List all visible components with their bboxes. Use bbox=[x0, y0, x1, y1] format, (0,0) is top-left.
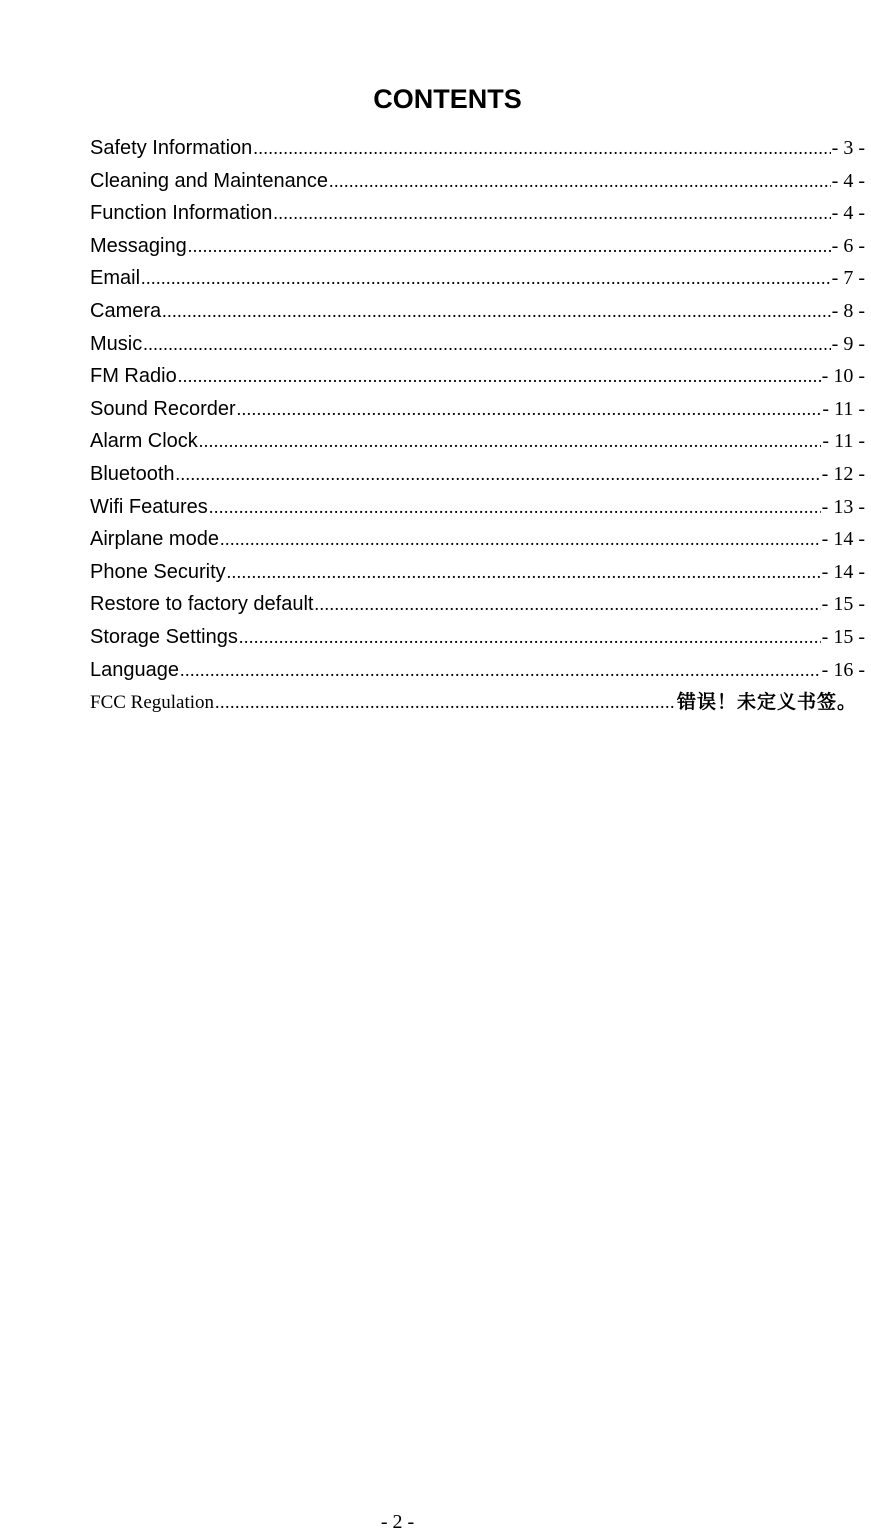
toc-entry-title: Camera bbox=[90, 299, 162, 322]
toc-entry-music[interactable] bbox=[90, 328, 865, 361]
toc-entry-email[interactable] bbox=[90, 262, 865, 295]
dot-leader bbox=[178, 360, 821, 393]
dot-leader bbox=[143, 328, 830, 361]
toc-entry-page: - 13 - bbox=[821, 495, 865, 518]
toc-entry-storage-settings[interactable] bbox=[90, 621, 865, 654]
toc-entry-page: - 3 - bbox=[831, 137, 865, 159]
dot-leader bbox=[209, 491, 821, 524]
toc-entry-title: FCC Regulation bbox=[90, 692, 215, 714]
toc-entry-page: - 9 - bbox=[831, 332, 865, 355]
toc-entry-page: - 6 - bbox=[831, 234, 865, 257]
toc-entry-title: Alarm Clock bbox=[90, 430, 198, 453]
dot-leader bbox=[227, 556, 821, 589]
toc-entry-title: Safety Information bbox=[90, 137, 253, 159]
toc-entry-function-information[interactable] bbox=[90, 197, 865, 230]
dot-leader bbox=[237, 393, 822, 426]
dot-leader bbox=[314, 588, 820, 621]
toc-entry-page: - 11 - bbox=[822, 397, 865, 420]
dot-leader bbox=[162, 295, 831, 328]
toc-entry-page: - 4 - bbox=[831, 202, 865, 225]
toc-entry-camera[interactable] bbox=[90, 295, 865, 328]
toc-entry-title: Sound Recorder bbox=[90, 397, 236, 420]
toc-entry-bluetooth[interactable] bbox=[90, 458, 865, 491]
toc-entry-page: - 14 - bbox=[821, 560, 865, 583]
toc-entry-page: - 15 - bbox=[821, 625, 865, 648]
toc-entry-page: - 7 - bbox=[831, 267, 865, 290]
toc-entry-title: Wifi Features bbox=[90, 495, 208, 518]
toc-entry-page: - 4 - bbox=[831, 169, 865, 192]
toc-entry-title: Storage Settings bbox=[90, 625, 238, 648]
toc-entry-language[interactable] bbox=[90, 654, 865, 687]
toc-entry-title: Email bbox=[90, 267, 141, 290]
toc-entry-page: - 15 - bbox=[821, 593, 865, 616]
toc-entry-alarm-clock[interactable] bbox=[90, 425, 865, 458]
dot-leader bbox=[239, 621, 821, 654]
toc-entry-restore-to-factory-default[interactable] bbox=[90, 588, 865, 621]
toc-entry-safety-information[interactable] bbox=[90, 132, 865, 165]
toc-entry-page: - 10 - bbox=[821, 365, 865, 388]
toc-entry-title: Bluetooth bbox=[90, 462, 175, 485]
toc-entry-title: Function Information bbox=[90, 202, 273, 225]
dot-leader bbox=[180, 654, 821, 687]
toc-entry-title: Music bbox=[90, 332, 143, 355]
toc-entry-cleaning-and-maintenance[interactable] bbox=[90, 165, 865, 198]
toc-entry-page: - 12 - bbox=[821, 462, 865, 485]
toc-entry-title: Messaging bbox=[90, 234, 187, 257]
dot-leader bbox=[329, 165, 831, 198]
toc-entry-title: Cleaning and Maintenance bbox=[90, 169, 328, 192]
toc-entry-title: Restore to factory default bbox=[90, 593, 314, 616]
dot-leader bbox=[253, 132, 830, 165]
toc-entry-page: - 8 - bbox=[831, 299, 865, 322]
dot-leader bbox=[220, 523, 821, 556]
toc-entry-page: 错误！未定义书签。 bbox=[676, 691, 857, 714]
toc-entry-page: - 14 - bbox=[821, 528, 865, 551]
toc-entry-phone-security[interactable] bbox=[90, 556, 865, 589]
toc-entry-airplane-mode[interactable] bbox=[90, 523, 865, 556]
toc-entry-title: Phone Security bbox=[90, 560, 226, 583]
toc-entry-wifi-features[interactable] bbox=[90, 491, 865, 524]
page-number: - 2 - bbox=[380, 1511, 415, 1533]
page-title: CONTENTS bbox=[373, 84, 522, 114]
dot-leader bbox=[273, 197, 830, 230]
table-of-contents bbox=[90, 132, 865, 719]
dot-leader bbox=[199, 425, 822, 458]
toc-entry-page: - 16 - bbox=[821, 658, 865, 681]
toc-entry-sound-recorder[interactable] bbox=[90, 393, 865, 426]
toc-entry-title: Language bbox=[90, 658, 179, 681]
toc-entry-fm-radio[interactable] bbox=[90, 360, 865, 393]
dot-leader bbox=[141, 262, 831, 295]
toc-entry-fcc-regulation[interactable] bbox=[90, 686, 865, 719]
toc-entry-page: - 11 - bbox=[822, 430, 865, 453]
toc-entry-title: Airplane mode bbox=[90, 528, 219, 551]
dot-leader bbox=[188, 230, 831, 263]
toc-entry-messaging[interactable] bbox=[90, 230, 865, 263]
toc-entry-title: FM Radio bbox=[90, 365, 177, 388]
dot-leader bbox=[215, 686, 676, 719]
dot-leader bbox=[176, 458, 821, 491]
